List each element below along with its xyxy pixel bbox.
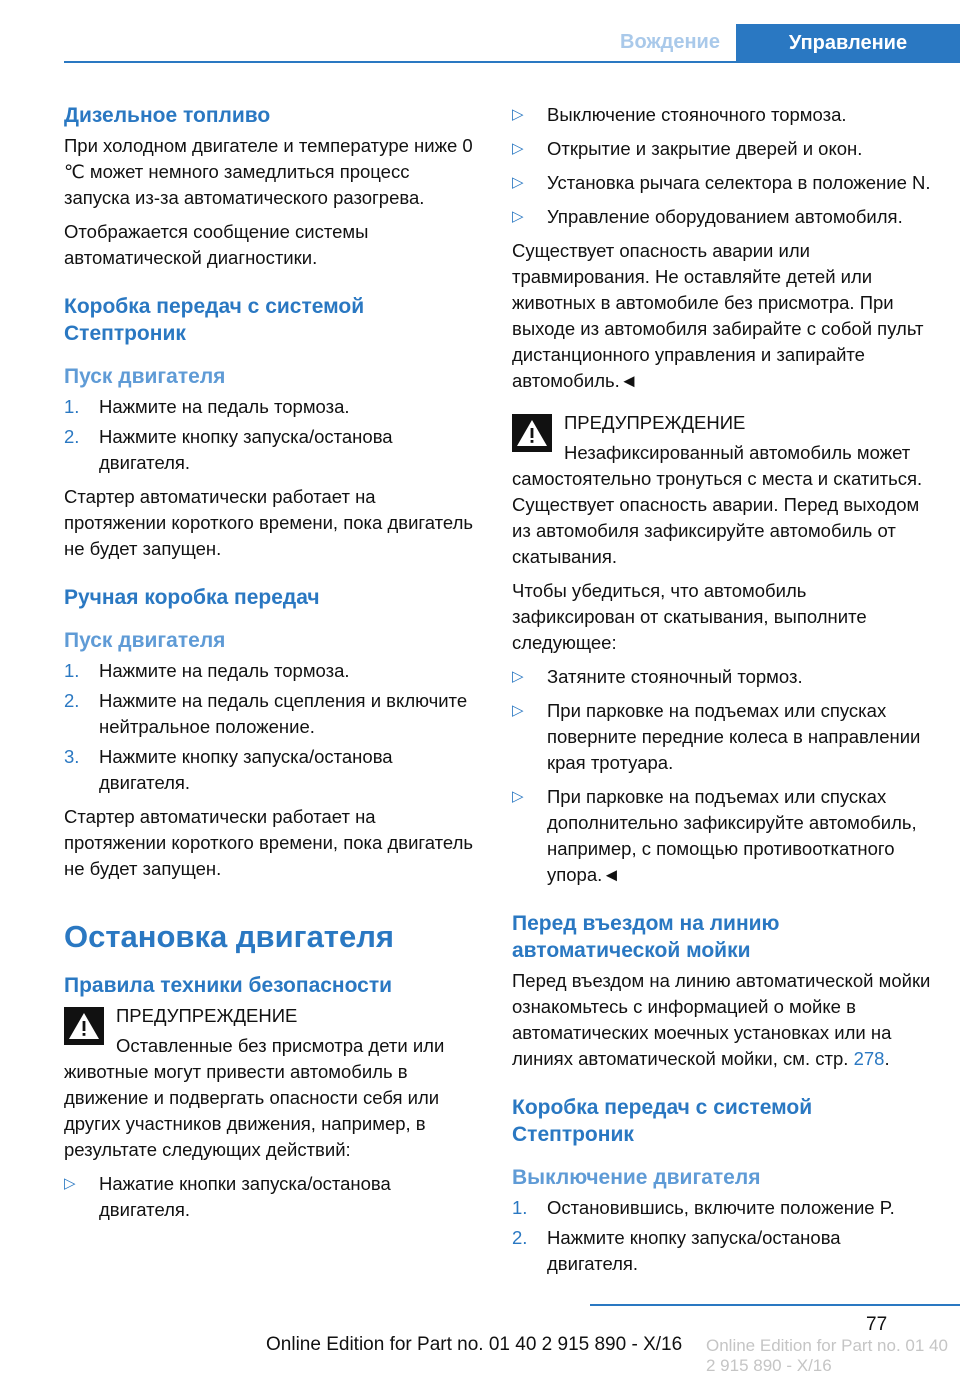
warning-block-2 <box>512 410 932 570</box>
triangle-bullet-icon: ▷ <box>512 174 524 191</box>
list-item <box>512 1225 932 1277</box>
page-link[interactable]: 278 <box>853 1048 885 1069</box>
start-steps-list-2 <box>64 658 478 796</box>
left-column <box>64 102 478 1223</box>
triangle-bullet-icon: ▷ <box>512 140 524 157</box>
list-item <box>512 1195 932 1221</box>
engine-start-heading: Пуск двигателя <box>64 365 226 388</box>
warning-text: Оставленные без присмотра дети или животные могут привести автомобиль в движение и подвергать опасности себя или других участников движения, например, в результате следующих действий: <box>64 1035 445 1160</box>
stop-steps-list <box>512 1195 932 1277</box>
step-number: 2. <box>512 1227 528 1248</box>
steptronic-heading: Коробка передач с системой Стептроник <box>64 295 365 345</box>
engine-off-heading: Выключение двигателя <box>512 1166 761 1189</box>
action-list <box>64 1171 478 1223</box>
carwash-paragraph <box>512 968 932 1072</box>
step-text: Нажмите кнопку запуска/останова двигателя. <box>99 426 393 473</box>
bullet-text: Открытие и закрытие дверей и окон. <box>547 138 863 159</box>
carwash-heading: Перед въездом на линию автоматической мойки <box>512 912 780 962</box>
triangle-bullet-icon: ▷ <box>512 702 524 719</box>
step-number: 3. <box>64 746 80 767</box>
start-steps-list <box>64 394 478 476</box>
bullet-text: Затяните стояночный тормоз. <box>547 666 803 687</box>
warning-label: ПРЕДУПРЕЖДЕНИЕ <box>564 412 746 433</box>
manual-gearbox-heading: Ручная коробка передач <box>64 586 320 609</box>
triangle-bullet-icon: ▷ <box>64 1175 76 1192</box>
danger-paragraph: Существует опасность аварии или травмирования. Не оставляйте детей или животных в автомобиле без присмотра. При выходе из автомобиля забирайте с собой пульт дистанционного управления и запирайте автомобиль.◄ <box>512 240 924 391</box>
warning-label: ПРЕДУПРЕЖДЕНИЕ <box>116 1005 298 1026</box>
step-text: Нажмите на педаль тормоза. <box>99 396 350 417</box>
tab-controls[interactable]: Управление <box>736 24 960 63</box>
right-column <box>512 102 932 1277</box>
tab-driving[interactable]: Вождение <box>620 31 720 53</box>
diagnostic-paragraph: Отображается сообщение системы автоматической диагностики. <box>64 221 369 268</box>
list-item <box>64 424 478 476</box>
header-rule <box>64 61 960 63</box>
list-item <box>64 1171 478 1223</box>
triangle-bullet-icon: ▷ <box>512 668 524 685</box>
bullet-text: Нажатие кнопки запуска/останова двигателя. <box>99 1173 391 1220</box>
step-text: Нажмите кнопку запуска/останова двигателя. <box>99 746 393 793</box>
warning-text: Незафиксированный автомобиль может самостоятельно тронуться с места и скатиться. Существует опасность аварии. Перед выходом из автомобиля зафиксируйте автомобиль от скатывания. <box>512 442 923 567</box>
carwash-end: . <box>884 1048 890 1069</box>
engine-stop-heading: Остановка двигателя <box>64 919 395 954</box>
diesel-paragraph: При холодном двигателе и температуре ниже 0 ℃ может немного замедлиться процесс запуска из-за автоматического разогрева. <box>64 135 473 208</box>
footer-rule <box>590 1304 960 1306</box>
step-text: Нажмите кнопку запуска/останова двигателя. <box>547 1227 841 1274</box>
step-number: 1. <box>64 660 80 681</box>
warning-triangle-icon <box>64 1007 104 1045</box>
step-text: Нажмите на педаль сцепления и включите нейтральное положение. <box>99 690 468 737</box>
step-number: 2. <box>64 426 80 447</box>
secure-paragraph: Чтобы убедиться, что автомобиль зафиксирован от скатывания, выполните следующее: <box>512 580 867 653</box>
carwash-text: Перед въездом на линию автоматической мойки ознакомьтесь с информацией о мойке в автоматических моечных установках или на линиях автоматической мойки, см. стр. <box>512 970 931 1069</box>
list-item <box>512 204 932 230</box>
starter-paragraph: Стартер автоматически работает на протяжении короткого времени, пока двигатель не будет запущен. <box>64 486 473 559</box>
bullet-text: При парковке на подъемах или спусках дополнительно зафиксируйте автомобиль, например, с помощью противооткатного упора.◄ <box>547 786 917 885</box>
bullet-text: Установка рычага селектора в положение N. <box>547 172 931 193</box>
step-number: 1. <box>64 396 80 417</box>
bullet-text: Управление оборудованием автомобиля. <box>547 206 903 227</box>
warning-triangle-icon <box>512 414 552 452</box>
safety-heading: Правила техники безопасности <box>64 974 393 997</box>
step-text: Остановившись, включите положение P. <box>547 1197 895 1218</box>
list-item <box>64 744 478 796</box>
list-item <box>512 784 932 888</box>
triangle-bullet-icon: ▷ <box>512 788 524 805</box>
triangle-bullet-icon: ▷ <box>512 106 524 123</box>
triangle-bullet-icon: ▷ <box>512 208 524 225</box>
bullet-text: При парковке на подъемах или спусках поверните передние колеса в направлении края тротуара. <box>547 700 921 773</box>
steptronic-heading-2: Коробка передач с системой Стептроник <box>512 1096 813 1146</box>
step-number: 1. <box>512 1197 528 1218</box>
secure-list <box>512 664 932 888</box>
starter-paragraph-2: Стартер автоматически работает на протяжении короткого времени, пока двигатель не будет запущен. <box>64 806 473 879</box>
diesel-heading: Дизельное топливо <box>64 104 271 127</box>
list-item <box>512 698 932 776</box>
page-number: 77 <box>866 1314 888 1335</box>
step-number: 2. <box>64 690 80 711</box>
watermark: Online Edition for Part no. 01 40 2 915 890 - X/16 <box>706 1336 948 1375</box>
list-item <box>512 170 932 196</box>
step-text: Нажмите на педаль тормоза. <box>99 660 350 681</box>
list-item <box>64 688 478 740</box>
warning-block <box>64 1003 478 1163</box>
edition-footer: Online Edition for Part no. 01 40 2 915 890 - X/16 <box>266 1334 683 1355</box>
list-item <box>64 658 478 684</box>
list-item <box>64 394 478 420</box>
list-item <box>512 102 932 128</box>
action-list-continued <box>512 102 932 230</box>
engine-start-heading-2: Пуск двигателя <box>64 629 226 652</box>
list-item <box>512 136 932 162</box>
list-item <box>512 664 932 690</box>
bullet-text: Выключение стояночного тормоза. <box>547 104 847 125</box>
